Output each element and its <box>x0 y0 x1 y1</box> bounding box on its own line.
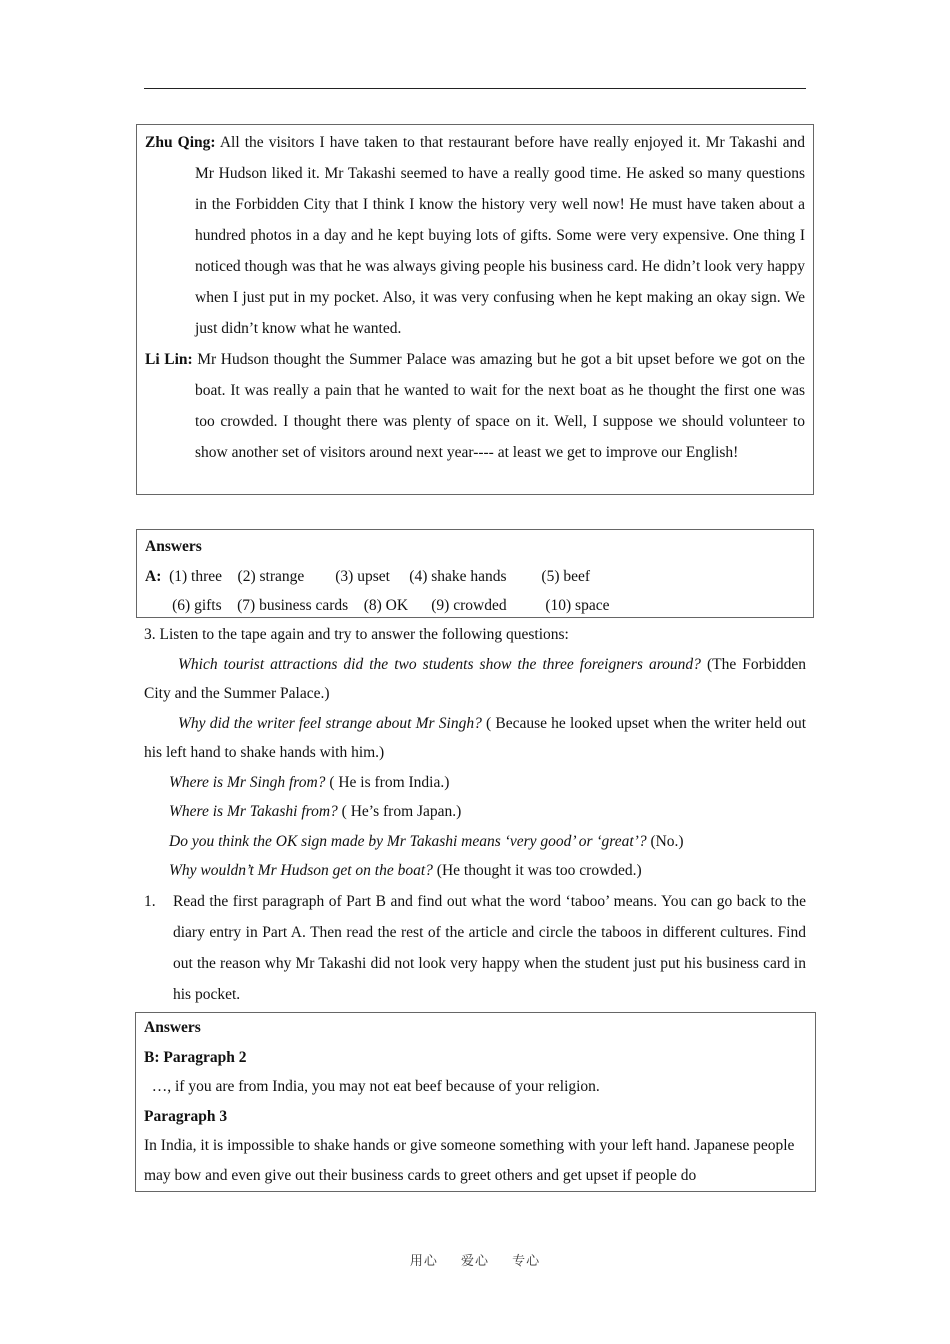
answer-text: ( He’s from Japan.) <box>337 803 462 820</box>
question-text: Why wouldn’t Mr Hudson get on the boat? <box>169 862 433 879</box>
speaker-text: Mr Hudson thought the Summer Palace was amazing but he got a bit upset before we got on the boat. It was really a pain that he wanted to wait for the next boat as he thought the first one was too crowded. I thought there was plenty of space on it. Well, I suppose we should volunteer to show another set of visitors around next year---- at least we get to improve our English! <box>195 351 806 461</box>
answers-label: A: <box>145 567 162 585</box>
paragraph-3-label: Paragraph 3 <box>144 1107 228 1125</box>
question-6 <box>144 856 806 886</box>
speaker-label: Li Lin: <box>145 351 193 368</box>
answers-heading: Answers <box>144 1019 201 1036</box>
question-5 <box>144 827 806 857</box>
answers-a-box <box>136 529 814 618</box>
answers-heading: Answers <box>145 538 202 555</box>
answers-row-2: (6) gifts (7) business cards (8) OK (9) crowded (10) space <box>145 597 610 614</box>
dialogue-zhu-qing <box>145 127 805 344</box>
question-text: Why did the writer feel strange about Mr Singh? <box>178 714 482 732</box>
answer-text: ( He is from India.) <box>325 773 450 791</box>
header-rule <box>144 88 806 89</box>
section-3 <box>144 620 806 886</box>
paragraph-3-text: In India, it is impossible to shake hands or give someone something with your left hand. Japanese people may bow and even give out their business cards to greet others and get upset if people do <box>144 1137 795 1184</box>
answer-text: (He thought it was too crowded.) <box>432 862 642 879</box>
item-number: 1. <box>144 893 156 910</box>
dialogue-li-lin <box>145 344 805 468</box>
question-4 <box>144 797 806 827</box>
answers-row-1 <box>145 562 805 592</box>
speaker-text: All the visitors I have taken to that restaurant before have really enjoyed it. Mr Takashi and Mr Hudson liked it. Mr Takashi seemed to have a really good time. He asked so many questions in the Forbidden City that I think I know the history very well now! He must have taken about a hundred photos in a day and he kept buying lots of gifts. Some were very expensive. One thing I noticed though was that he was always giving people his business card. He didn’t look very happy when I just put in my pocket. Also, it was very confusing when he kept making an okay sign. We just didn’t know what he wanted. <box>195 134 805 337</box>
dialogue-box <box>136 124 814 495</box>
question-text: Do you think the OK sign made by Mr Takashi means ‘very good’ or ‘great’? <box>169 832 647 850</box>
question-3 <box>144 768 806 798</box>
question-1 <box>144 650 806 709</box>
question-text: Which tourist attractions did the two students show the three foreigners around? <box>178 655 701 673</box>
footer-motto: 专心 <box>512 1254 541 1269</box>
footer-motto: 用心 <box>409 1254 438 1269</box>
answer-text: (The Forbidden City and the Summer Palace.) <box>144 655 806 702</box>
speaker-label: Zhu Qing: <box>145 134 216 151</box>
footer-motto: 爱心 <box>460 1254 489 1269</box>
answer-text: ( Because he looked upset when the writer held out his left hand to shake hands with him.) <box>144 714 806 761</box>
page-footer <box>0 1250 950 1269</box>
paragraph-2-text: …, if you are from India, you may not eat beef because of your religion. <box>144 1078 600 1095</box>
item-text: Read the first paragraph of Part B and find out what the word ‘taboo’ means. You can go back to the diary entry in Part A. Then read the rest of the article and circle the taboos in different cultures. Find out the reason why Mr Takashi did not look very happy when the student just put his business card in his pocket. <box>173 893 806 1003</box>
answer-text: (No.) <box>646 832 684 850</box>
question-text: Where is Mr Singh from? <box>169 773 326 791</box>
question-text: Where is Mr Takashi from? <box>169 803 338 820</box>
question-2 <box>144 709 806 768</box>
section-3-instruction: 3. Listen to the tape again and try to answer the following questions: <box>144 626 569 643</box>
paragraph-2-label: B: Paragraph 2 <box>144 1048 247 1066</box>
answers-b-box <box>135 1012 816 1192</box>
numbered-item-1 <box>144 886 806 1010</box>
answers-row-1-text: (1) three (2) strange (3) upset (4) shake hands (5) beef <box>161 567 591 585</box>
